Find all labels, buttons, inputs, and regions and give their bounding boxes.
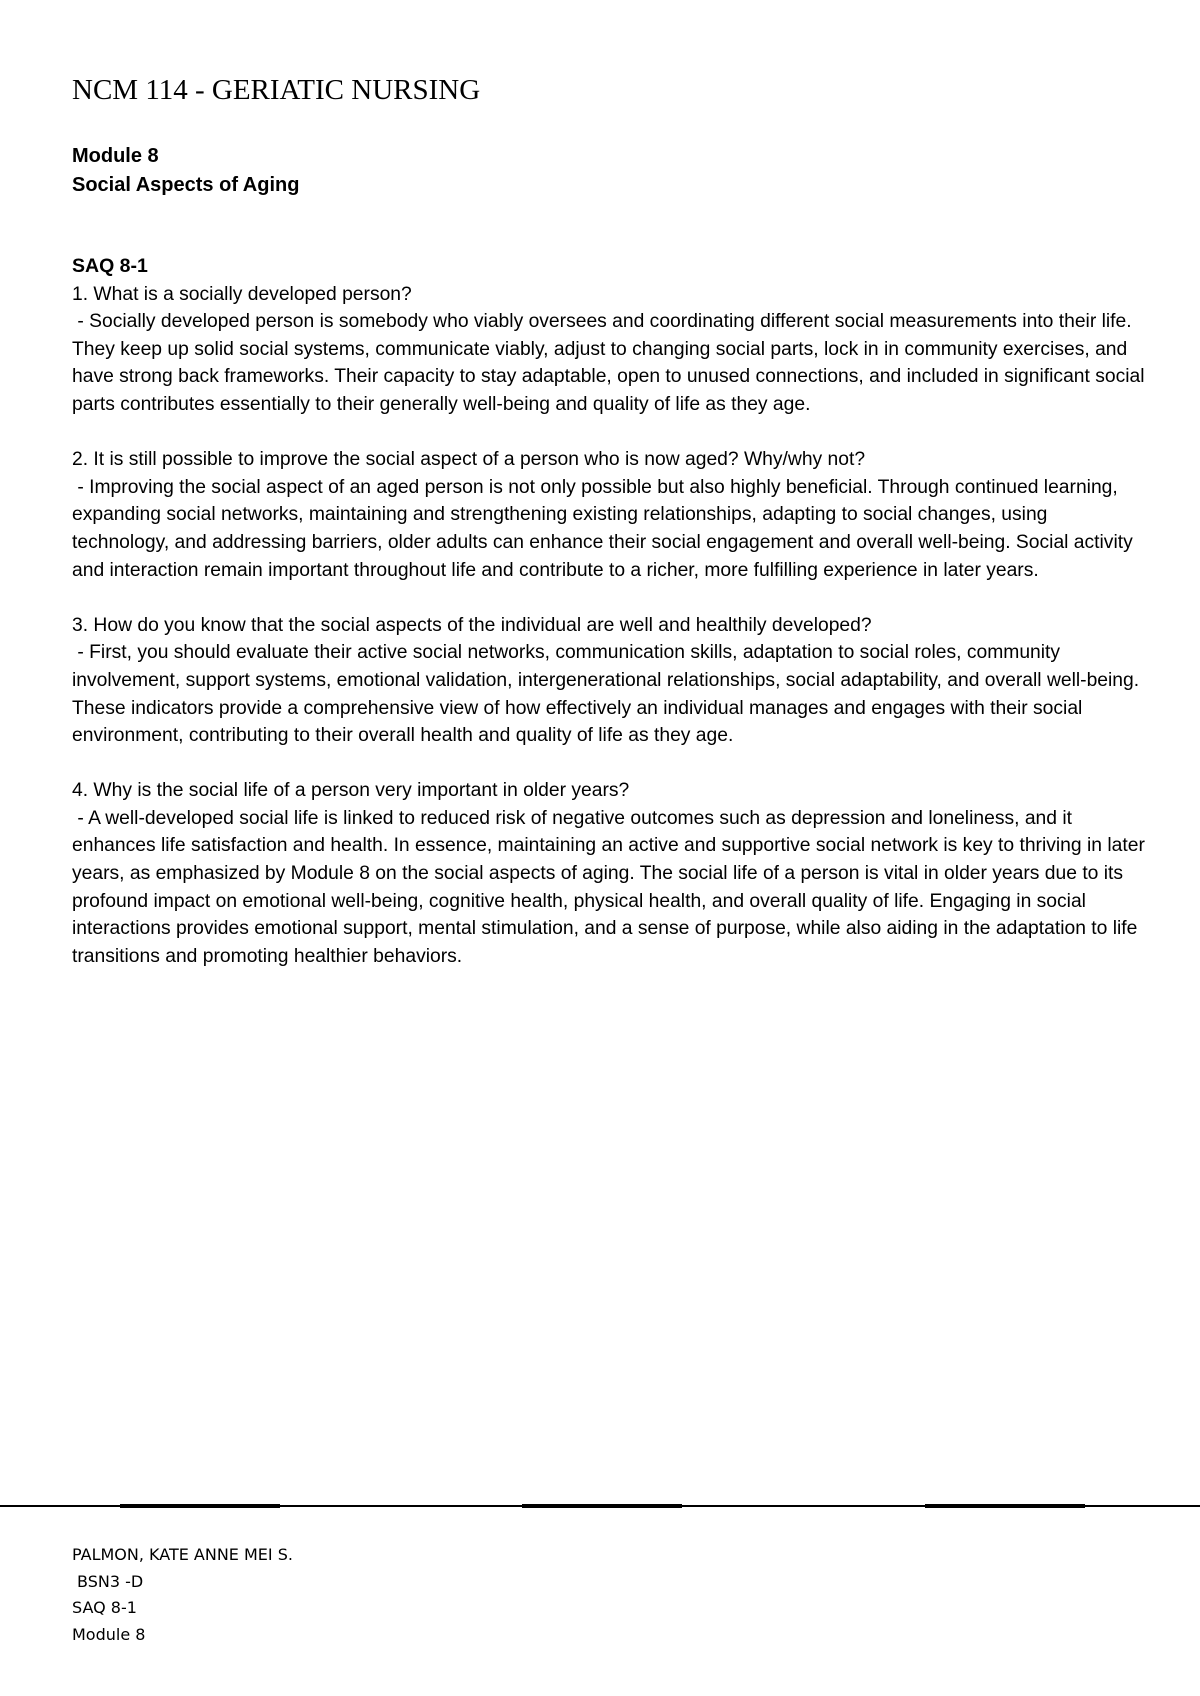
answer-text: - Improving the social aspect of an aged person is not only possible but also highly beneficial. Through continued learning, expanding social networks, maintaining and strengthening existing relationships, adapting to social changes, using technology, and addressing barriers, older adults can enhance their social engagement and overall well-being. Social activity and interaction remain important throughout life and contribute to a richer, more fulfilling experience in later years. <box>72 476 1139 581</box>
section-heading: SAQ 8-1 <box>72 255 148 277</box>
question-text: 4. Why is the social life of a person very important in older years? <box>72 780 630 802</box>
answer-text: - First, you should evaluate their active social networks, communication skills, adaptation to social roles, community involvement, support systems, emotional validation, intergenerational relationships, social adaptability, and overall well-being. These indicators provide a comprehensive view of how effectively an individual manages and engages with their social environment, contributing to their overall health and quality of life as they age. <box>72 642 1145 747</box>
qa-item-4 <box>72 777 1151 970</box>
qa-item-3 <box>72 612 1147 750</box>
qa-item-2 <box>72 446 1147 584</box>
module-label: Module 8 <box>72 145 159 167</box>
module-header <box>72 142 299 200</box>
footer-divider-accent <box>925 1504 1085 1508</box>
student-name: PALMON, KATE ANNE MEI S. <box>72 1545 293 1564</box>
student-section: BSN3 -D <box>77 1571 144 1591</box>
document-body <box>72 253 1151 998</box>
course-title: NCM 114 - GERIATIC NURSING <box>72 74 481 106</box>
footer-module: Module 8 <box>72 1624 146 1644</box>
footer-divider-accent <box>120 1504 280 1508</box>
module-topic: Social Aspects of Aging <box>72 174 300 196</box>
qa-item-1 <box>72 281 1150 419</box>
footer <box>72 1542 293 1648</box>
answer-text: - A well-developed social life is linked to reduced risk of negative outcomes such as depression and loneliness, and it enhances life satisfaction and health. In essence, maintaining an active and supportive social network is key to thriving in later years, as emphasized by Module 8 on the social aspects of aging. The social life of a person is vital in older years due to its profound impact on emotional well-being, cognitive health, physical health, and overall quality of life. Engaging in social interactions provides emotional support, mental stimulation, and a sense of purpose, while also aiding in the adaptation to life transitions and promoting healthier behaviors. <box>72 807 1151 967</box>
question-text: 1. What is a socially developed person? <box>72 283 412 305</box>
answer-text: - Socially developed person is somebody who viably oversees and coordinating different social measurements into their life. They keep up solid social systems, communicate viably, adjust to changing social parts, lock in in community exercises, and have strong back frameworks. Their capacity to stay adaptable, open to unused connections, and included in significant social parts contributes essentially to their generally well-being and quality of life as they age. <box>72 311 1150 415</box>
question-text: 2. It is still possible to improve the social aspect of a person who is now aged? Why/why not? <box>72 449 866 471</box>
footer-divider-accent <box>522 1504 682 1508</box>
question-text: 3. How do you know that the social aspects of the individual are well and healthily developed? <box>72 614 872 636</box>
footer-saq: SAQ 8-1 <box>72 1598 137 1617</box>
